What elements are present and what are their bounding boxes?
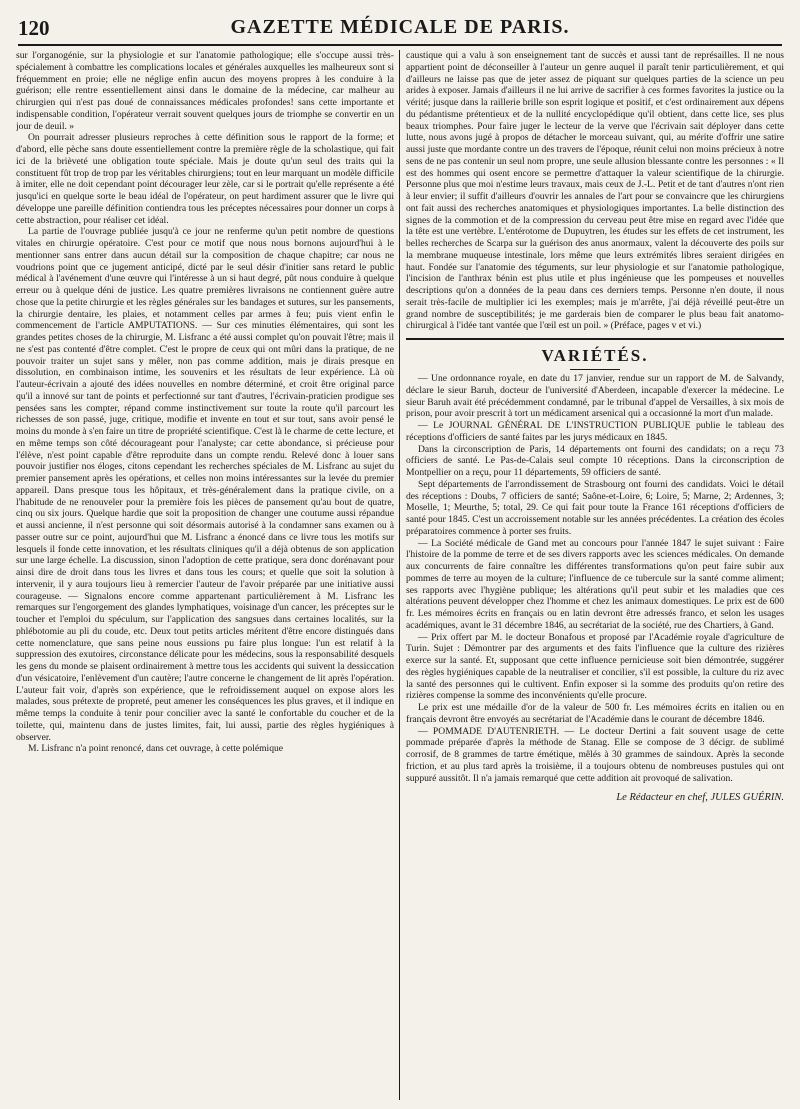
- paragraph: M. Lisfranc n'a point renoncé, dans cet ouvrage, à cette polémique: [28, 743, 284, 755]
- news-item: — Le JOURNAL GÉNÉRAL DE L'INSTRUCTION PUBLIQUE publie le tableau des réceptions d'officiers de santé faites par les jurys médicaux en 1845.: [406, 420, 784, 443]
- section-title: VARIÉTÉS.: [541, 346, 649, 365]
- page-header: [18, 14, 782, 46]
- right-column: [406, 50, 784, 1100]
- paragraph: caustique qui a valu à son enseignement tant de succès et aussi tant de représailles. Il ne nous appartient point de déconseiller à l'auteur un genre auquel il paraît tenir particulièrement, et qui d'ailleurs ne laisse pas que de jeter assez de piquant sur quelques parties de la science un peu arides à exposer. Jamais d'ailleurs il ne lui arrive de sacrifier à ces formes favorites la justice ou la vérité; jusque dans la raillerie brille son esprit logique et positif, et c'est ordinairement aux dépens du pédantisme prétentieux et de la nullité encyclopédique qu'il obtient, dans cette lice, ses plus beaux triomphes. Pour faire juger le lecteur de la verve que l'écrivain sait déployer dans cette lutte, nous avons jugé à propos de détacher le morceau suivant, qui, au mérite d'offrir une satire aussi juste que mordante contre un des travers de l'époque, réunit celui non moins précieux à notre sens de ne pas contenir un seul nom propre, une seule allusion blessante contre les personnes : « Il est des hommes qui osent encore se permettre d'attaquer la valeur scientifique de la chirurgie. Personne plus que moi n'estime leurs travaux, mais ceux de J.-L. Petit et de tant d'autres n'ont rien à leur envier; il suffit d'ailleurs d'ouvrir les annales de l'art pour se convaincre que les chirurgiens ont fait aussi des recherches anatomiques et physiologiques importantes. La belle distinction des signes de la commotion et de la compression du cerveau peut être mise en regard avec l'idée que la tête est une vertèbre. L'entérotome de Dupuytren, les études sur les effets de cet instrument, les belles recherches de Scarpa sur la guérison des anus anormaux, valent la découverte des poils sur la membrane muqueuse intestinale, lors même que leurs extrémités libres seraient dirigées en haut. Fondée sur l'anatomie des téguments, sur leur physiologie et sur l'anatomie pathologique, l'incision de l'anthrax bénin est plus utile et plus ingénieuse que les pompeuses et nouvelles descriptions qu'on a données de la peau dans ces derniers temps. Personne n'en doute, il nous serait très-facile de multiplier ici les exemples; mais je m'arrête, j'ai déjà réveillé peut-être un grand nombre de susceptibilités; je me garderais bien de comparer le plus beau fait anatomo-chirurgical à l'idée tant vantée que l'œil est un poil. » (Préface, pages v et vi.): [406, 50, 784, 332]
- column-divider: [399, 50, 400, 1100]
- news-item: Le prix est une médaille d'or de la valeur de 500 fr. Les mémoires écrits en italien ou en français devront être envoyés au secrétariat de l'Académie dans le courant de décembre 1846.: [406, 702, 784, 725]
- section-divider: [406, 338, 784, 340]
- news-item: — POMMADE D'AUTENRIETH. — Le docteur Dertini a fait souvent usage de cette pommade préparée d'après la méthode de Stanag. Elle se compose de 3 décigr. de sublimé corrosif, de 8 grammes de tartre émétique, mêlés à 30 grammes de saindoux. Après la seconde friction, et au plus tard après la troisième, il a toujours obtenu de nombreuses pustules qui ont suppuré aussitôt. Il n'a jamais remarqué que cette addition ait provoqué de salivation.: [406, 725, 784, 784]
- paragraph: On pourrait adresser plusieurs reproches à cette définition sous le rapport de la forme; et d'abord, elle pèche sans doute essentiellement contre la première règle de la scholastique, qui fait ici de la brièveté une obligation toute spéciale. Mais je doute qu'un seul des traits qui la constituent fût trop de trop par les véritables chirurgiens; tout en leur marquant un modèle difficile à imiter, elle ne doit cependant point décourager leur zèle, car si le portrait qu'elle représente a été jusqu'ici en quelque sorte le beau idéal de l'opérateur, on peut hardiment assurer que le livre qui développe une pareille définition contiendra tous les préceptes nécessaires pour donner un corps à cette abstraction, pour réaliser cet idéal.: [16, 132, 394, 226]
- news-item: Dans la circonscription de Paris, 14 départements ont fourni des candidats; on a reçu 73 officiers de santé. Le Pas-de-Calais seul compte 10 réceptions. Dans la circonscription de Montpellier on a reçu, pour 11 départements, 59 officiers de santé.: [406, 443, 784, 478]
- paragraph: sur l'organogénie, sur la physiologie et sur l'anatomie pathologique; elle s'occupe aussi très-spécialement à combattre les complications locales et générales auxquelles les malheureux sont si fréquemment en proie; elle ne néglige enfin aucun des moyens propres à les conduire à la guérison; elle rentre essentiellement ainsi dans le domaine de la médecine, car malheur au chirurgien qui n'est pas doué de connaissances médicales profondes! sans cette importante et indispensable condition, l'opérateur verrait souvent quelques jours de triomphe se convertir en un jour de deuil. »: [16, 50, 394, 132]
- journal-title: GAZETTE MÉDICALE DE PARIS.: [230, 16, 570, 38]
- left-column: [16, 50, 394, 1100]
- news-item: — La Société médicale de Gand met au concours pour l'année 1847 le sujet suivant : Faire l'histoire de la pomme de terre et de ses divers rapports avec les sciences médicales. On demande aux concurrents de faire connaître les différentes transformations qu'on peut faire subir aux pommes de terre au moyen de la culture; l'influence de ce tubercule sur la santé comme aliment; ses rapports avec l'hygiène publique; les altérations qu'il peut subir et les maladies que ces altérations peuvent développer chez l'homme et chez les animaux domestiques. Le prix est de 600 fr. Les mémoires écrits en français ou en latin devront être adressés franco, et selon les usages académiques, avant le 31 décembre 1846, au secrétariat de la société, rue des Chartiers, à Gand.: [406, 537, 784, 631]
- page-number: 120: [18, 16, 50, 40]
- short-rule: [570, 369, 620, 370]
- news-item: — Une ordonnance royale, en date du 17 janvier, rendue sur un rapport de M. de Salvandy, déclare le sieur Baruh, docteur de l'université d'Aberdeen, incapable d'exercer la médecine. Le sieur Baruh avait été précédemment condamné, par le tribunal d'appel de Versailles, à six mois de prison, pour avoir prescrit à tort un médicament arsenical qui a occasionné la mort d'un malade.: [406, 373, 784, 420]
- editor-signature: Le Rédacteur en chef, JULES GUÉRIN.: [616, 792, 784, 804]
- paragraph: La partie de l'ouvrage publiée jusqu'à ce jour ne renferme qu'un petit nombre de questions vitales en chirurgie opératoire. C'est pour ce motif que nous nous bornons aujourd'hui à le mentionner sans entrer dans aucun détail sur la composition de chaque chapitre; car nous ne voudrions point que ce jugement anticipé, dicté par le seul désir d'initier sans retard le public médical à l'avénement d'une œuvre qui l'intéresse à un si haut degré, pût nous conduire à quelque erreur ou à quelque déni de justice. Les quatre premières livraisons ne contiennent guère autre chose que la petite chirurgie et les règles générales sur les bandages et sutures, sur les pansements, la chirurgie dentaire, les plaies, et notamment celles par armes à feu; puis vient enfin le commencement de l'article AMPUTATIONS. — Sur ces minuties élémentaires, qui sont les grandes petites choses de la chirurgie, M. Lisfranc a été aussi complet qu'on pouvait l'être; mais il ne s'est pas contenté d'être complet. C'est le propre de ceux qui ont mûri dans la pratique, de ne pouvoir traiter un sujet sans y mêler, non pas comme addition, mais je dirais presque en dissolution, en combinaison intime, les souvenirs et les résultats de leur expérience. Là où l'auteur-écrivain a ajouté des idées nouvelles en nombre déterminé, et croit être original parce qu'il a innové sur tant de points et perfectionné sur tant d'autres, l'écrivain-praticien prodigue ses pensées sans les compter, répand comme instinctivement sur toute la route qu'il parcourt les richesses de son passé, juge, critique, modifie et invente en tout et sur tout, sans avoir pensé le moins du monde à s'en faire un titre de propriété scientifique. C'est là le charme de cette lecture, et en même temps son côté décourageant pour l'analyste; car cette abondance, si précieuse pour l'élève, n'est point capable d'être reproduite dans un compte rendu. Relevé donc à louer sans pouvoir justifier nos éloges, citons cependant les recherches spéciales de M. Lisfranc au sujet du premier pansement après les opérations, et celles non moins intéressantes sur la levée du premier appareil. Dans presque tous les hôpitaux, et très-généralement dans la pratique civile, on a l'habitude de ne renouveler pour la première fois les pièces de pansement qu'au bout de quatre, cinq ou six jours. Quelque hardie que soit la proposition de changer une coutume aussi répandue et aussi ancienne, il n'est personne qui soit désormais autorisé à la condamner sans examen ou à passer outre sur ce point, aujourd'hui que M. Lisfranc a énoncé dans ce livre tous les motifs sur lesquels il fonde cette innovation, et les résultats cliniques qu'il a déjà obtenus de son application sur une large échelle. La discussion, sinon l'adoption de cette pratique, sera donc dorénavant pour ainsi dire de droit dans tous les livres et dans tous les cours; et quelle que soit la solution à intervenir, il y aura toujours lieu à remercier l'auteur de l'avoir préparée par une initiative aussi courageuse. — Signalons encore comme appartenant particulièrement à M. Lisfranc les remarques sur l'engorgement des glandes lymphatiques, voisinage d'un cancer, les préceptes sur le toucher et l'emploi du spéculum, sur l'application des sangsues dans certaines localités, sur la phlébotomie au pli du coude, etc. Deux tout petits articles méritent d'être encore distingués dans cette nomenclature, que sans peine nous eussions pu faire plus longue: l'un est relatif à la suppression des exutoires, circonstance délicate pour les médecins, sous la responsabilité desquels les gens du monde se plaisent ordinairement à mettre tous les accidents qui suivent la dessiccation d'un vésicatoire, l'enlèvement d'un cautère; l'autre concerne le changement de lit après l'opération. L'auteur fait voir, d'après son expérience, que le refroidissement auquel on expose alors les malades, sous prétexte de propreté, peut amener les conséquences les plus graves, et il indique en même temps la conduite à tenir pour concilier avec la santé le confortable du coucher et de la toilette, qui, maintenu dans de justes limites, fait, lui aussi, partie des règles hygiéniques à observer.: [16, 226, 394, 743]
- news-item: — Prix offert par M. le docteur Bonafous et proposé par l'Académie royale d'agriculture de Turin. Sujet : Démontrer par des arguments et des faits l'influence que la culture des rizières exerce sur la santé. Et, supposant que cette influence pernicieuse soit bien démontrée, suggérer des règles hygiéniques capable de la neutraliser et concilier, s'il est possible, la culture du riz avec la santé des personnes qui le cultivent. Enfin exposer si la somme des produits qu'on retire des rizières compense la somme des inconvénients qu'elle procure.: [406, 631, 784, 702]
- news-item: Sept départements de l'arrondissement de Strasbourg ont fourni des candidats. Voici le détail des réceptions : Doubs, 7 officiers de santé; Saône-et-Loire, 6; Loire, 5; Marne, 2; Ardennes, 3; Moselle, 1; Meurthe, 5; total, 29. Ce qui fait pour toute la France 161 réceptions d'officiers de santé pour 1845. C'est un accroissement notable sur les années précédentes. La création des écoles préparatoires commence à porter ses fruits.: [406, 478, 784, 537]
